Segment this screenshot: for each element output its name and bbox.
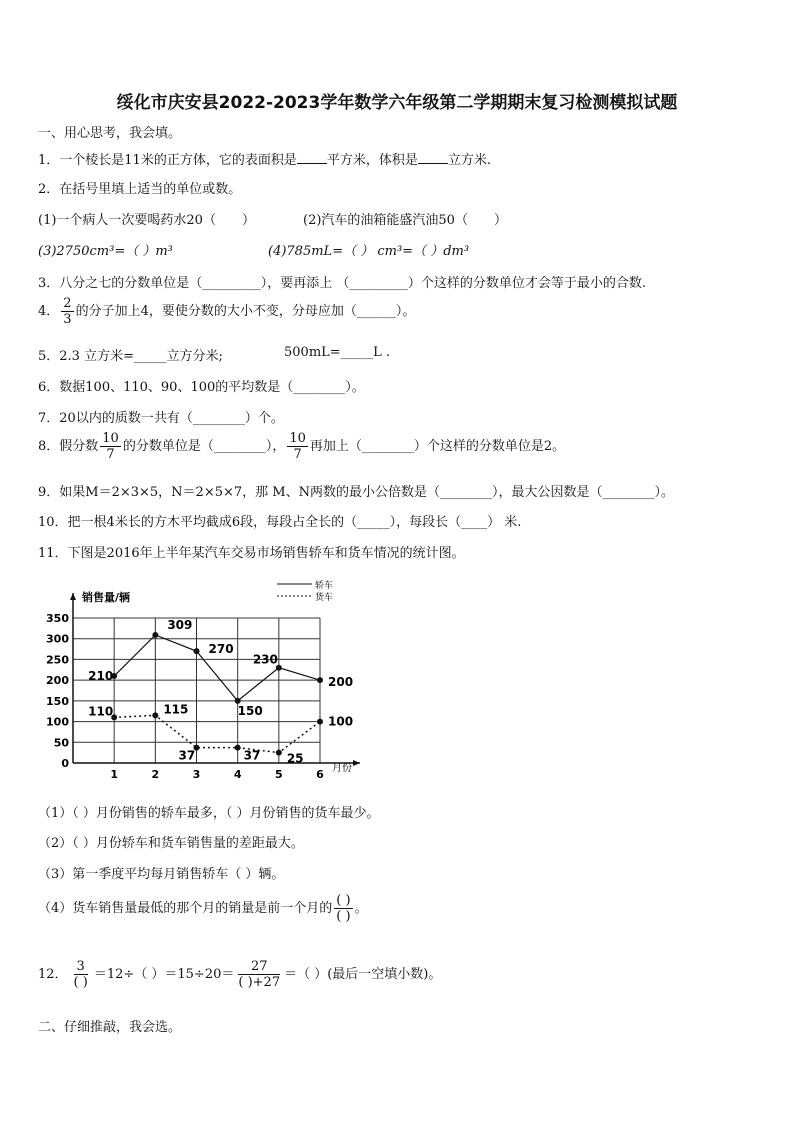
question-2-1 — [38, 209, 255, 228]
x-tick-labels — [110, 768, 324, 781]
data-point — [317, 719, 323, 725]
q8-mid-text: 的分数单位是（________）， — [122, 439, 286, 454]
legend-label: 轿车 — [315, 581, 334, 591]
question-8 — [38, 432, 565, 461]
data-label: 110 — [88, 704, 114, 719]
q2-2-close: ） — [493, 213, 507, 228]
q2-1-close: ） — [241, 213, 255, 228]
series-line-truck — [114, 715, 320, 752]
q1-blank-1[interactable] — [297, 163, 327, 164]
y-tick-label: 150 — [46, 694, 69, 708]
y-tick-label: 300 — [46, 632, 69, 646]
data-label: 150 — [237, 703, 263, 718]
x-tick-label: 5 — [275, 768, 283, 781]
q12-fraction-2 — [238, 960, 280, 989]
chart-series — [88, 618, 353, 766]
q8-text: 再加上（________）个这样的分数单位是2。 — [309, 439, 566, 454]
data-label: 37 — [178, 748, 196, 763]
data-point — [152, 712, 158, 718]
page-title: 绥化市庆安县2022-2023学年数学六年级第二学期期末复习检测模拟试题 — [116, 93, 678, 113]
question-5a: 5．2.3 立方米=_____立方分米; — [38, 349, 223, 364]
q12-fraction-2-numerator: 27 — [238, 960, 280, 975]
data-point — [152, 632, 158, 638]
q11-4-numerator: ( ) — [336, 893, 351, 908]
data-label: 115 — [163, 702, 189, 717]
question-3: 3．八分之七的分数单位是（_________），要再添上 （_________）个这样的分数单位才会等于最小的合数. — [38, 276, 647, 291]
question-10: 10．把一根4米长的方木平均截成6段，每段占全长的（_____），每段长（____） 米. — [38, 515, 522, 530]
data-point — [194, 648, 200, 654]
question-2: 2．在括号里填上适当的单位或数。 — [38, 182, 242, 197]
q12-mid-text: ＝12÷（ ）＝15÷20＝ — [93, 967, 235, 982]
sales-line-chart — [30, 578, 380, 783]
data-point — [235, 745, 241, 751]
data-label: 230 — [252, 652, 278, 667]
question-11-1: （1）（ ）月份销售的轿车最多，（ ）月份销售的货车最少。 — [38, 806, 380, 821]
q12-fraction-2-denominator[interactable]: ( )+27 — [238, 975, 281, 990]
question-2-2 — [303, 209, 507, 228]
data-label: 210 — [88, 669, 114, 683]
q4-denominator: 3 — [63, 312, 72, 327]
chart-grid — [73, 618, 320, 763]
question-6: 6．数据100、110、90、100的平均数是（________）。 — [38, 380, 365, 395]
y-tick-label: 200 — [46, 674, 69, 688]
q12-fraction-1 — [74, 960, 88, 989]
x-tick-label: 4 — [233, 768, 242, 781]
question-9: 9．如果M＝2×3×5，N＝2×5×7，那 M、N两数的最小公倍数是（________），最大公因数是（________）。 — [38, 485, 674, 500]
x-axis-arrow — [353, 760, 360, 766]
x-tick-label: 6 — [316, 768, 324, 781]
q12-text: ＝（ ）(最后一空填小数)。 — [284, 967, 442, 982]
y-tick-label: 250 — [46, 653, 69, 667]
q8-numerator-1: 10 — [102, 431, 119, 446]
q11-4-denominator: ( ) — [336, 909, 351, 924]
question-12 — [38, 960, 441, 989]
section-2-heading: 二、仔细推敲，我会选。 — [38, 1020, 182, 1035]
data-point — [317, 677, 323, 683]
q11-4-text: （4）货车销售量最低的那个月的销量是前一个月的 — [38, 901, 333, 916]
q12-prefix: 12． — [38, 967, 68, 982]
question-11-3: （3）第一季度平均每月销售轿车（ ）辆。 — [38, 867, 285, 882]
question-11: 11．下图是2016年上半年某汽车交易市场销售轿车和货车情况的统计图。 — [38, 546, 465, 561]
x-tick-label: 3 — [192, 768, 201, 781]
y-tick-label: 100 — [46, 715, 69, 729]
x-tick-label: 1 — [110, 768, 118, 781]
data-label: 100 — [328, 714, 354, 729]
section-1-heading: 一、用心思考，我会填。 — [38, 126, 182, 141]
q12-fraction-1-numerator: 3 — [74, 960, 88, 975]
q1-blank-2[interactable] — [418, 163, 448, 164]
data-label: 309 — [167, 617, 193, 632]
q8-numerator-2: 10 — [289, 431, 306, 446]
x-tick-label: 2 — [151, 768, 160, 781]
q4-fraction — [61, 297, 73, 326]
q1-text-a: 1．一个棱长是11米的正方体，它的表面积是 — [38, 153, 297, 168]
q8-fraction-2 — [287, 432, 308, 461]
data-label: 37 — [243, 748, 261, 763]
question-4 — [38, 297, 415, 326]
q4-text: 的分子加上4，要使分数的大小不变，分母应加（______）。 — [75, 304, 416, 319]
q8-denominator-1: 7 — [106, 447, 115, 462]
question-7: 7．20以内的质数一共有（________）个。 — [38, 411, 284, 426]
question-2-3: (3)2750cm³=（ ）m³ — [38, 244, 173, 259]
y-tick-label: 0 — [61, 757, 69, 770]
q8-denominator-2: 7 — [293, 447, 302, 462]
y-tick-labels — [46, 612, 69, 770]
q4-numerator: 2 — [63, 296, 72, 311]
q8-fraction-1 — [100, 432, 121, 461]
q8-prefix: 8．假分数 — [38, 439, 99, 454]
q1-text-c: 立方米. — [447, 153, 491, 168]
q2-1-text: (1)一个病人一次要喝药水20（ — [38, 213, 216, 228]
y-tick-label: 350 — [46, 612, 69, 625]
x-axis-label: 月份 — [332, 763, 352, 774]
data-label: 270 — [208, 642, 234, 657]
data-point — [276, 750, 282, 756]
y-axis-arrow — [70, 593, 76, 600]
y-tick-label: 50 — [53, 736, 69, 750]
q11-4-fraction[interactable] — [334, 894, 352, 923]
q11-4-end: 。 — [354, 901, 368, 916]
question-2-4: (4)785mL=（ ） cm³=（ ）dm³ — [268, 244, 470, 259]
question-5b: 500mL=_____L . — [284, 345, 391, 360]
q2-2-text: (2)汽车的油箱能盛汽油50（ — [303, 213, 468, 228]
q12-fraction-1-denominator[interactable]: ( ) — [73, 975, 88, 990]
y-axis-label: 销售量/辆 — [82, 591, 131, 604]
data-label: 25 — [286, 751, 304, 766]
chart-legend — [277, 579, 333, 603]
q4-prefix: 4． — [38, 304, 60, 319]
q1-text-b: 平方米，体积是 — [326, 153, 418, 168]
question-11-4 — [38, 894, 368, 923]
legend-label: 货车 — [315, 593, 334, 603]
question-11-2: （2）（ ）月份轿车和货车销售量的差距最大。 — [38, 836, 304, 851]
data-label: 200 — [328, 675, 354, 690]
question-1 — [38, 149, 491, 168]
